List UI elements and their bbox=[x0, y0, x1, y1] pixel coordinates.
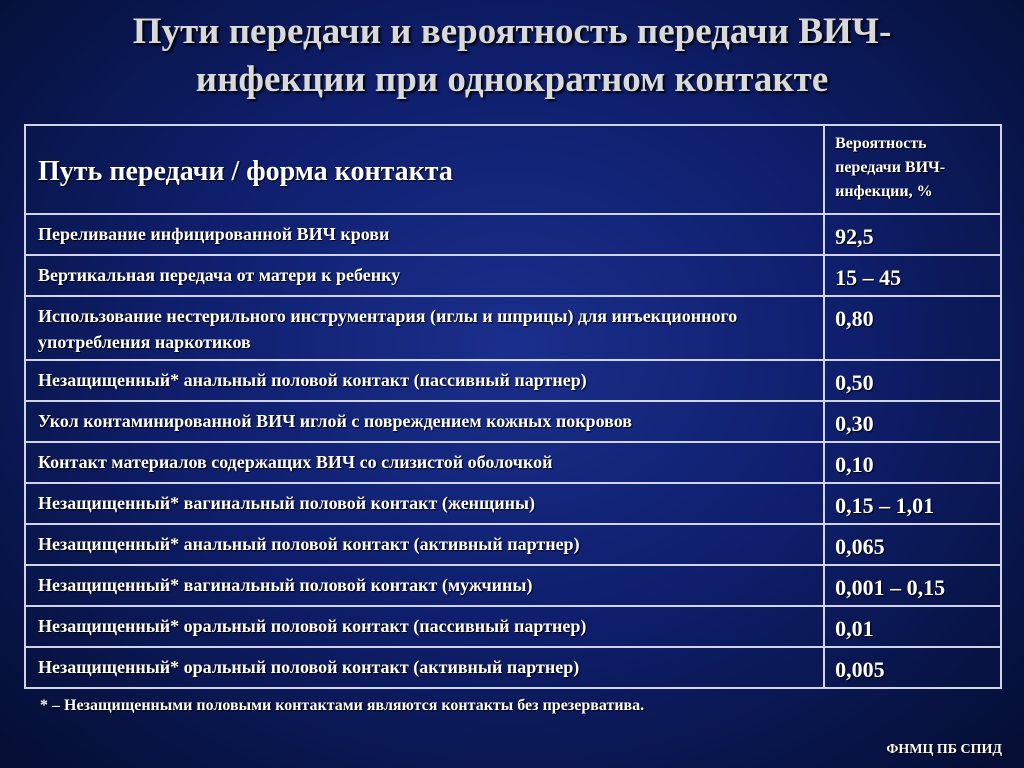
table-header-row bbox=[25, 125, 1001, 214]
table-row bbox=[25, 606, 1001, 647]
table-row bbox=[25, 360, 1001, 401]
transmission-table-container bbox=[24, 124, 1002, 689]
probability-cell: 0,30 bbox=[824, 401, 1001, 442]
table-row bbox=[25, 214, 1001, 255]
route-cell: Незащищенный* анальный половой контакт (пассивный партнер) bbox=[25, 360, 824, 401]
route-cell: Незащищенный* вагинальный половой контакт (женщины) bbox=[25, 483, 824, 524]
route-cell: Использование нестерильного инструментария (иглы и шприцы) для инъекционного употребления наркотиков bbox=[25, 296, 824, 360]
slide-title bbox=[40, 8, 984, 104]
probability-cell: 0,15 – 1,01 bbox=[824, 483, 1001, 524]
probability-cell: 0,01 bbox=[824, 606, 1001, 647]
table-row bbox=[25, 565, 1001, 606]
slide-title-line-2: инфекции при однократном контакте bbox=[195, 59, 829, 100]
table-row bbox=[25, 296, 1001, 360]
source-credit: ФНМЦ ПБ СПИД bbox=[886, 742, 1002, 757]
route-cell: Незащищенный* анальный половой контакт (активный партнер) bbox=[25, 524, 824, 565]
column-header-probability: Вероятность передачи ВИЧ-инфекции, % bbox=[824, 125, 1001, 214]
route-cell: Вертикальная передача от матери к ребенку bbox=[25, 255, 824, 296]
route-cell: Незащищенный* вагинальный половой контакт (мужчины) bbox=[25, 565, 824, 606]
probability-cell: 0,065 bbox=[824, 524, 1001, 565]
table-row bbox=[25, 524, 1001, 565]
route-cell: Незащищенный* оральный половой контакт (активный партнер) bbox=[25, 647, 824, 688]
route-cell: Укол контаминированной ВИЧ иглой с повреждением кожных покровов bbox=[25, 401, 824, 442]
table-row bbox=[25, 442, 1001, 483]
table-row bbox=[25, 255, 1001, 296]
probability-cell: 0,001 – 0,15 bbox=[824, 565, 1001, 606]
probability-cell: 15 – 45 bbox=[824, 255, 1001, 296]
route-cell: Незащищенный* оральный половой контакт (пассивный партнер) bbox=[25, 606, 824, 647]
route-cell: Контакт материалов содержащих ВИЧ со слизистой оболочкой bbox=[25, 442, 824, 483]
probability-cell: 0,10 bbox=[824, 442, 1001, 483]
probability-cell: 92,5 bbox=[824, 214, 1001, 255]
table-row bbox=[25, 401, 1001, 442]
table-row bbox=[25, 483, 1001, 524]
column-header-route: Путь передачи / форма контакта bbox=[25, 125, 824, 214]
table-row bbox=[25, 647, 1001, 688]
footnote: * – Незащищенными половыми контактами являются контакты без презерватива. bbox=[40, 697, 645, 714]
probability-cell: 0,80 bbox=[824, 296, 1001, 360]
slide-title-line-1: Пути передачи и вероятность передачи ВИЧ- bbox=[132, 11, 892, 52]
probability-cell: 0,50 bbox=[824, 360, 1001, 401]
probability-cell: 0,005 bbox=[824, 647, 1001, 688]
transmission-table bbox=[24, 124, 1002, 689]
route-cell: Переливание инфицированной ВИЧ крови bbox=[25, 214, 824, 255]
